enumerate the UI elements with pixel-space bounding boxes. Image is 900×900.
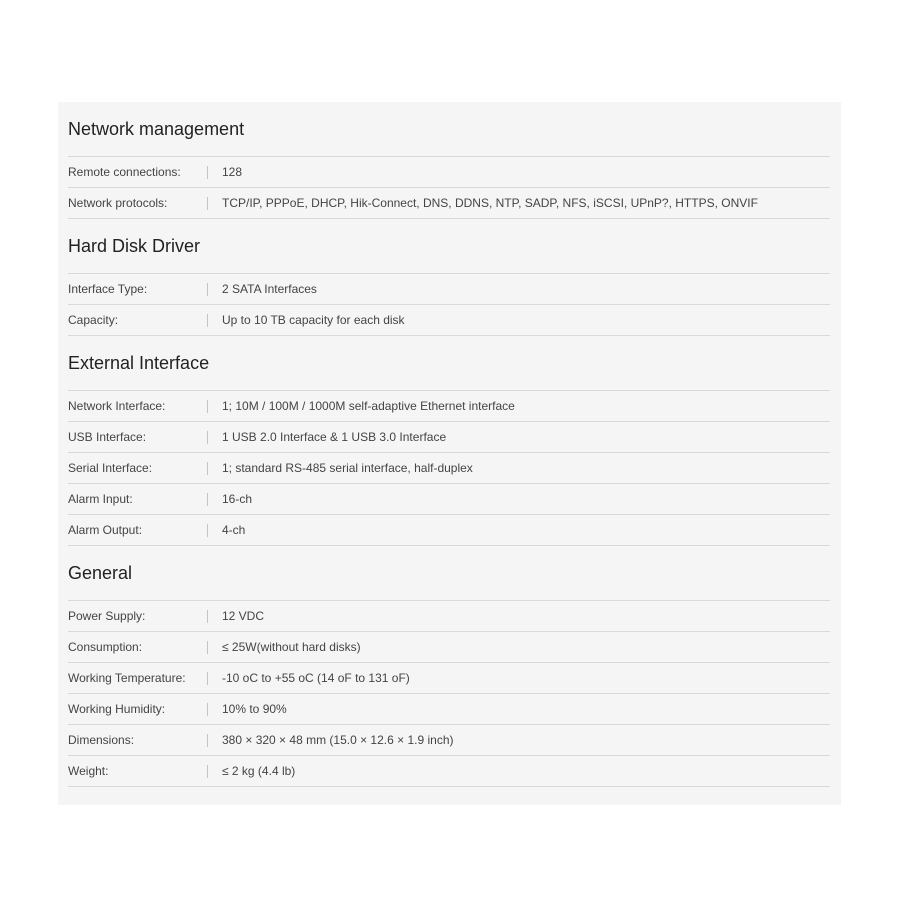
- spec-row: [68, 632, 830, 663]
- spec-row: [68, 756, 830, 787]
- spec-row: [68, 725, 830, 756]
- spec-label: Network protocols:: [68, 196, 168, 210]
- spec-value: 10% to 90%: [222, 702, 287, 716]
- section-hard-disk-driver: [68, 219, 830, 336]
- section-title: External Interface: [68, 336, 830, 391]
- spec-value: 1 USB 2.0 Interface & 1 USB 3.0 Interface: [222, 430, 447, 444]
- spec-row: [68, 188, 830, 219]
- spec-value: TCP/IP, PPPoE, DHCP, Hik-Connect, DNS, DDNS, NTP, SADP, NFS, iSCSI, UPnP?, HTTPS, ONVIF: [222, 196, 758, 210]
- section-title: Network management: [68, 102, 830, 157]
- spec-value: 2 SATA Interfaces: [222, 282, 317, 296]
- spec-label: Interface Type:: [68, 282, 148, 296]
- section-general: [68, 546, 830, 787]
- section-title: Hard Disk Driver: [68, 219, 830, 274]
- spec-value: ≤ 25W(without hard disks): [222, 640, 361, 654]
- spec-panel: [58, 102, 841, 805]
- spec-label: USB Interface:: [68, 430, 147, 444]
- spec-row: [68, 663, 830, 694]
- spec-row: [68, 157, 830, 188]
- spec-row: [68, 274, 830, 305]
- section-title: General: [68, 546, 830, 601]
- spec-row: [68, 305, 830, 336]
- section-network-management: [68, 102, 830, 219]
- spec-label: Network Interface:: [68, 399, 166, 413]
- spec-label: Power Supply:: [68, 609, 146, 623]
- section-external-interface: [68, 336, 830, 546]
- spec-value: 1; standard RS-485 serial interface, half-duplex: [222, 461, 473, 475]
- spec-value: 380 × 320 × 48 mm (15.0 × 12.6 × 1.9 inch): [222, 733, 454, 747]
- spec-value: 1; 10M / 100M / 1000M self-adaptive Ethernet interface: [222, 399, 515, 413]
- spec-label: Weight:: [68, 764, 109, 778]
- spec-row: [68, 391, 830, 422]
- spec-value: Up to 10 TB capacity for each disk: [222, 313, 405, 327]
- spec-value: -10 oC to +55 oC (14 oF to 131 oF): [222, 671, 410, 685]
- spec-label: Consumption:: [68, 640, 143, 654]
- spec-row: [68, 601, 830, 632]
- spec-label: Serial Interface:: [68, 461, 153, 475]
- spec-value: 16-ch: [222, 492, 253, 506]
- spec-label: Working Humidity:: [68, 702, 166, 716]
- spec-label: Alarm Input:: [68, 492, 133, 506]
- spec-row: [68, 484, 830, 515]
- spec-label: Remote connections:: [68, 165, 181, 179]
- spec-label: Alarm Output:: [68, 523, 143, 537]
- spec-row: [68, 515, 830, 546]
- spec-label: Dimensions:: [68, 733, 135, 747]
- spec-row: [68, 422, 830, 453]
- spec-value: 4-ch: [222, 523, 246, 537]
- spec-row: [68, 694, 830, 725]
- spec-label: Working Temperature:: [68, 671, 186, 685]
- spec-row: [68, 453, 830, 484]
- spec-value: 128: [222, 165, 243, 179]
- spec-value: 12 VDC: [222, 609, 265, 623]
- spec-value: ≤ 2 kg (4.4 lb): [222, 764, 296, 778]
- spec-label: Capacity:: [68, 313, 119, 327]
